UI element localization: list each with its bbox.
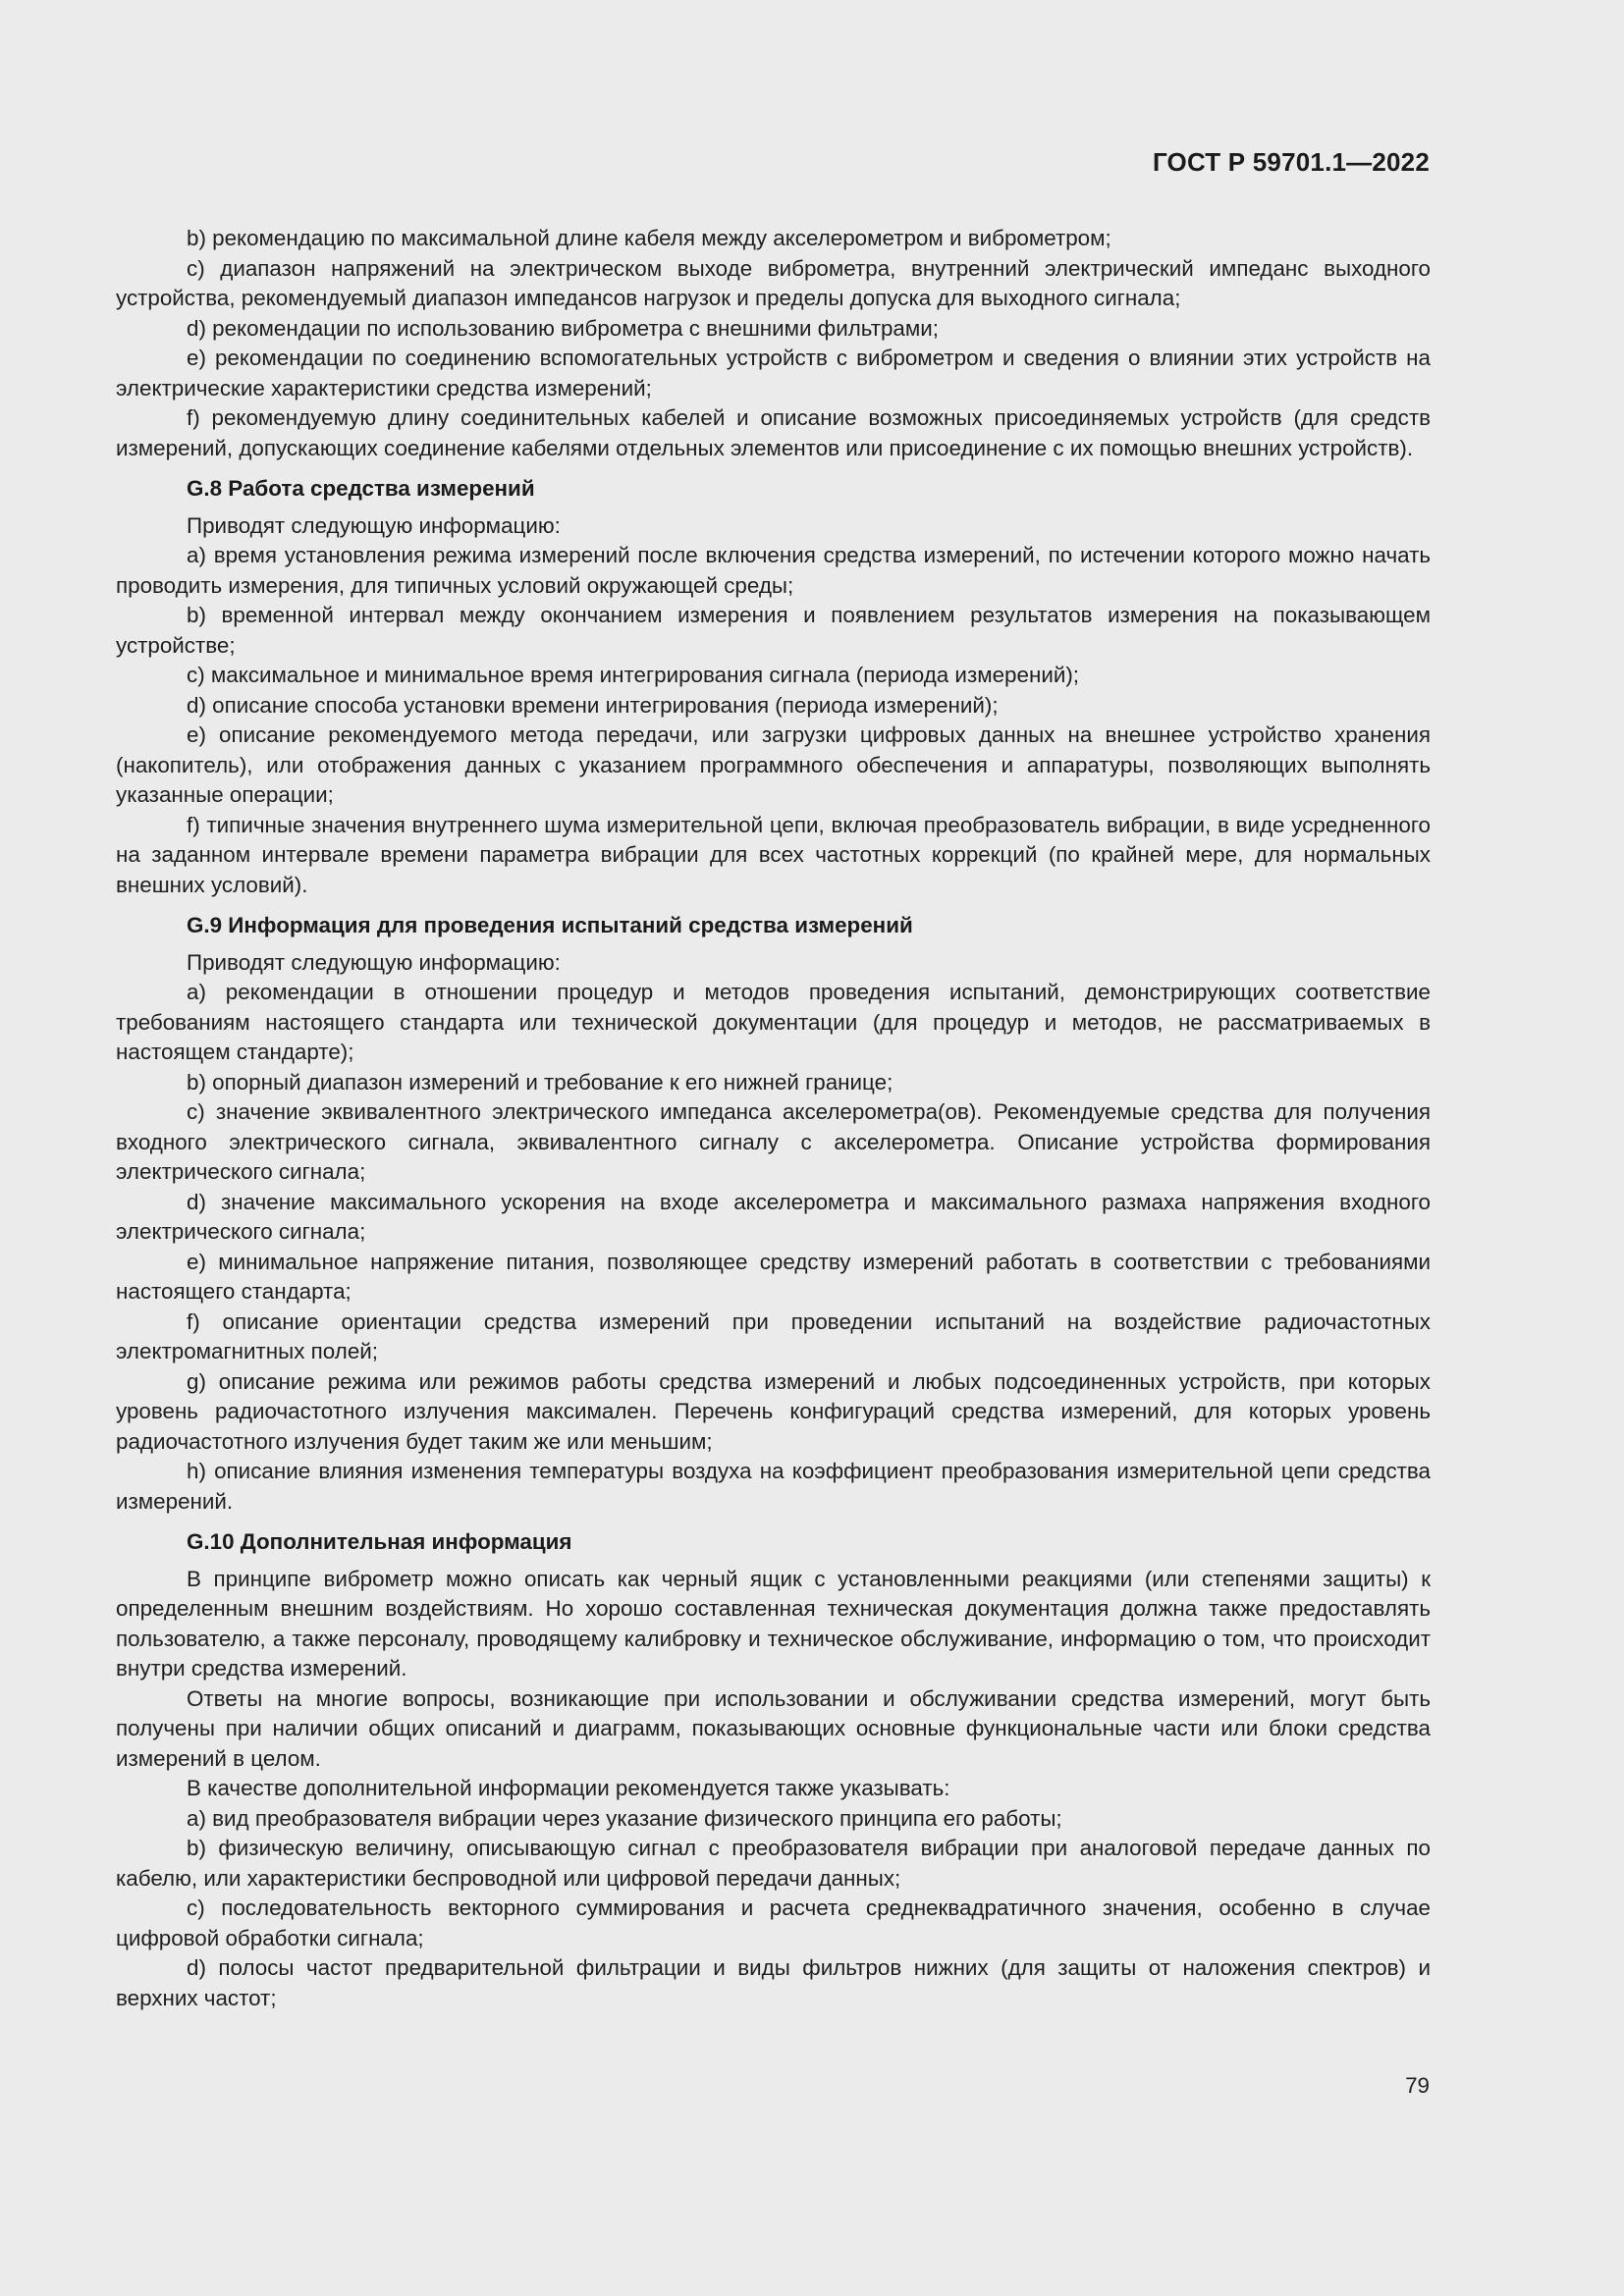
section-heading: G.9 Информация для проведения испытаний средства измерений <box>187 913 913 937</box>
list-item: d) значение максимального ускорения на входе акселерометра и максимального размаха напряжения входного электрического сигнала; <box>116 1189 1431 1244</box>
page-number: 79 <box>1405 2073 1430 2098</box>
list-item: e) рекомендации по соединению вспомогательных устройств с виброметром и сведения о влиянии этих устройств на электрические характеристики средства измерений; <box>116 346 1431 400</box>
list-item: b) физическую величину, описывающую сигнал с преобразователя вибрации при аналоговой передаче данных по кабелю, или характеристики беспроводной или цифровой передачи данных; <box>116 1836 1431 1891</box>
list-item: b) опорный диапазон измерений и требование к его нижней границе; <box>187 1069 893 1095</box>
list-item: c) диапазон напряжений на электрическом выходе виброметра, внутренний электрический импеданс выходного устройства, рекомендуемый диапазон импедансов нагрузок и пределы допуска для выходного сигнала; <box>116 255 1431 310</box>
list-item: b) рекомендацию по максимальной длине кабеля между акселерометром и виброметром; <box>187 226 1111 250</box>
list-item: d) описание способа установки времени интегрирования (периода измерений); <box>187 692 999 718</box>
section-g8 <box>116 474 1431 900</box>
list-item: c) максимальное и минимальное время интегрирования сигнала (периода измерений); <box>187 663 1080 687</box>
section-lead: Приводят следующую информацию: <box>187 512 561 538</box>
paragraph: Ответы на многие вопросы, возникающие при использовании и обслуживании средства измерений, могут быть получены при наличии общих описаний и диаграмм, показывающих основные функциональные части или блоки средства измерений в целом. <box>116 1685 1431 1771</box>
list-item: a) рекомендации в отношении процедур и методов проведения испытаний, демонстрирующих соответствие требованиям настоящего стандарта или технической документации (для процедур и методов, не рассматриваемых в настоящем стандарте); <box>116 980 1431 1064</box>
list-item: c) последовательность векторного суммирования и расчета среднеквадратичного значения, особенно в случае цифровой обработки сигнала; <box>116 1896 1431 1950</box>
list-item: e) минимальное напряжение питания, позволяющее средству измерений работать в соответствии с требованиями настоящего стандарта; <box>116 1249 1431 1304</box>
list-item: f) рекомендуемую длину соединительных кабелей и описание возможных присоединяемых устройств (для средств измерений, допускающих соединение кабелями отдельных элементов или присоединение с их помощью внешних устройств). <box>116 405 1431 460</box>
section-lead: Приводят следующую информацию: <box>187 949 561 975</box>
list-item: g) описание режима или режимов работы средства измерений и любых подсоединенных устройств, при которых уровень радиочастотного излучения максимален. Перечень конфигураций средства измерений, для которых уровень радиочастотного излучения будет таким же или меньшим; <box>116 1368 1431 1454</box>
list-item: f) типичные значения внутреннего шума измерительной цепи, включая преобразователь вибрации, в виде усредненного на заданном интервале времени параметра вибрации для всех частотных коррекций (по крайней мере, для нормальных внешних условий). <box>116 812 1431 897</box>
list-item: h) описание влияния изменения температуры воздуха на коэффициент преобразования измерительной цепи средства измерений. <box>116 1459 1431 1514</box>
intro-list <box>116 224 1431 463</box>
list-item: d) полосы частот предварительной фильтрации и виды фильтров нижних (для защиты от наложения спектров) и верхних частот; <box>116 1955 1431 2010</box>
document-code-header: ГОСТ Р 59701.1—2022 <box>1152 147 1430 177</box>
list-item: f) описание ориентации средства измерений при проведении испытаний на воздействие радиочастотных электромагнитных полей; <box>116 1308 1431 1363</box>
section-heading: G.10 Дополнительная информация <box>187 1529 572 1554</box>
section-g10 <box>116 1527 1431 2013</box>
list-item: a) время установления режима измерений после включения средства измерений, по истечении которого можно начать проводить измерения, для типичных условий окружающей среды; <box>116 543 1431 598</box>
list-item: a) вид преобразователя вибрации через указание физического принципа его работы; <box>187 1805 1062 1831</box>
list-item: e) описание рекомендуемого метода передачи, или загрузки цифровых данных на внешнее устройство хранения (накопитель), или отображения данных с указанием программного обеспечения и аппаратуры, позволяющих выполнять указанные операции; <box>116 722 1431 807</box>
section-g9 <box>116 911 1431 1517</box>
list-item: d) рекомендации по использованию виброметра с внешними фильтрами; <box>187 315 939 341</box>
paragraph: В принципе виброметр можно описать как черный ящик с установленными реакциями (или степенями защиты) к определенным внешним воздействиям. Но хорошо составленная техническая документация должна также предоставлять пользователю, а также персоналу, проводящему калибровку и техническое обслуживание, информацию о том, что происходит внутри средства измерений. <box>116 1566 1431 1681</box>
list-item: c) значение эквивалентного электрического импеданса акселерометра(ов). Рекомендуемые средства для получения входного электрического сигнала, эквивалентного сигналу с акселерометра. Описание устройства формирования электрического сигнала; <box>116 1099 1431 1184</box>
page-body <box>116 224 1431 2013</box>
list-item: b) временной интервал между окончанием измерения и появлением результатов измерения на показывающем устройстве; <box>116 603 1431 658</box>
paragraph: В качестве дополнительной информации рекомендуется также указывать: <box>187 1776 950 1800</box>
section-heading: G.8 Работа средства измерений <box>187 476 535 501</box>
